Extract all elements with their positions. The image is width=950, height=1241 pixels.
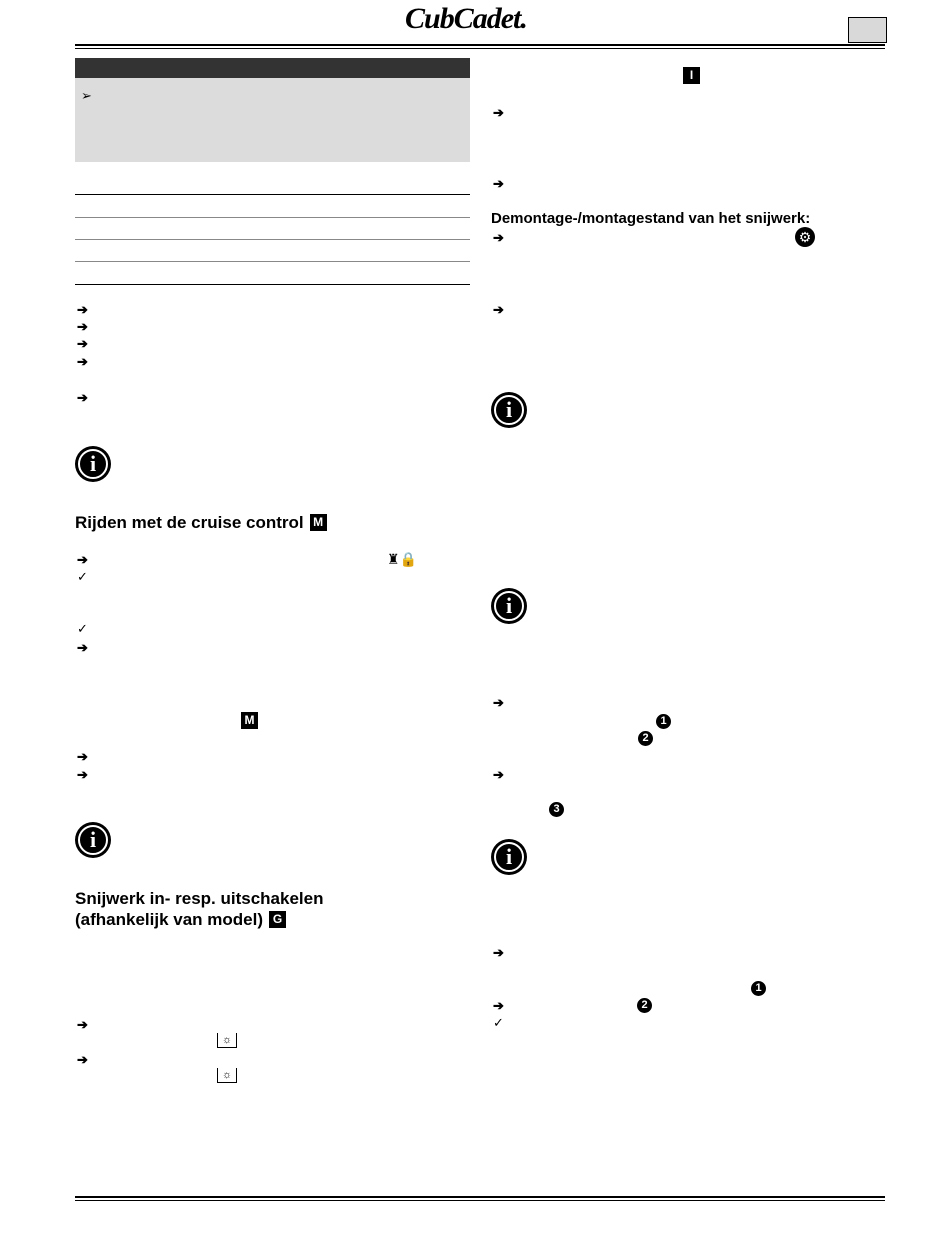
callout-number-2: 2 bbox=[637, 998, 652, 1013]
arrow-bullet-icon: ➔ bbox=[77, 640, 88, 655]
info-icon: i bbox=[75, 822, 111, 858]
footer-rule-thin bbox=[75, 1200, 885, 1201]
arrow-bullet-icon: ➔ bbox=[77, 767, 88, 782]
snijwerk-heading: Snijwerk in- resp. uitschakelen (afhankelijk van model) G bbox=[75, 889, 324, 929]
header-rule bbox=[75, 44, 885, 46]
cruise-control-heading: Rijden met de cruise control M bbox=[75, 512, 327, 533]
arrow-bullet-icon: ➔ bbox=[77, 1052, 88, 1067]
info-icon: i bbox=[491, 588, 527, 624]
arrow-bullet-icon: ➔ bbox=[493, 230, 504, 245]
table-row-divider bbox=[75, 217, 470, 218]
table-rule-top bbox=[75, 194, 470, 195]
arrow-bullet-icon: ➔ bbox=[77, 336, 88, 351]
warning-bullet-icon: ➢ bbox=[81, 88, 92, 103]
cruise-lock-icon: ♜🔒 bbox=[387, 551, 417, 567]
arrow-bullet-icon: ➔ bbox=[493, 105, 504, 120]
arrow-bullet-icon: ➔ bbox=[493, 767, 504, 782]
table-rule-bottom bbox=[75, 284, 470, 285]
figure-badge-g: G bbox=[269, 911, 286, 928]
footer-rule bbox=[75, 1196, 885, 1198]
arrow-bullet-icon: ➔ bbox=[77, 354, 88, 369]
check-icon: ✓ bbox=[77, 621, 88, 636]
language-box bbox=[848, 17, 887, 43]
arrow-bullet-icon: ➔ bbox=[77, 319, 88, 334]
table-row-divider bbox=[75, 261, 470, 262]
info-icon: i bbox=[491, 392, 527, 428]
arrow-bullet-icon: ➔ bbox=[493, 695, 504, 710]
callout-number-3: 3 bbox=[549, 802, 564, 817]
service-position-icon: ⚙ bbox=[795, 227, 815, 247]
arrow-bullet-icon: ➔ bbox=[493, 176, 504, 191]
arrow-bullet-icon: ➔ bbox=[493, 998, 504, 1013]
arrow-bullet-icon: ➔ bbox=[493, 302, 504, 317]
arrow-bullet-icon: ➔ bbox=[77, 552, 88, 567]
figure-badge-m: M bbox=[310, 514, 327, 531]
check-icon: ✓ bbox=[493, 1015, 504, 1030]
callout-number-1: 1 bbox=[751, 981, 766, 996]
blade-disengage-icon: ☼ bbox=[217, 1068, 237, 1083]
figure-badge-i: I bbox=[683, 67, 700, 84]
arrow-bullet-icon: ➔ bbox=[77, 302, 88, 317]
arrow-bullet-icon: ➔ bbox=[493, 945, 504, 960]
arrow-bullet-icon: ➔ bbox=[77, 749, 88, 764]
arrow-bullet-icon: ➔ bbox=[77, 1017, 88, 1032]
blade-engage-icon: ☼ bbox=[217, 1033, 237, 1048]
check-icon: ✓ bbox=[77, 569, 88, 584]
callout-number-1: 1 bbox=[656, 714, 671, 729]
info-icon: i bbox=[491, 839, 527, 875]
info-icon: i bbox=[75, 446, 111, 482]
demontage-heading: Demontage-/montagestand van het snijwerk: bbox=[491, 210, 811, 227]
warning-box-body bbox=[75, 78, 470, 162]
table-row-divider bbox=[75, 239, 470, 240]
cub-cadet-logo: CubCadet. bbox=[405, 2, 527, 35]
arrow-bullet-icon: ➔ bbox=[77, 390, 88, 405]
header-rule-thin bbox=[75, 48, 885, 49]
callout-number-2: 2 bbox=[638, 731, 653, 746]
warning-box-header bbox=[75, 58, 470, 78]
figure-badge-m: M bbox=[241, 712, 258, 729]
